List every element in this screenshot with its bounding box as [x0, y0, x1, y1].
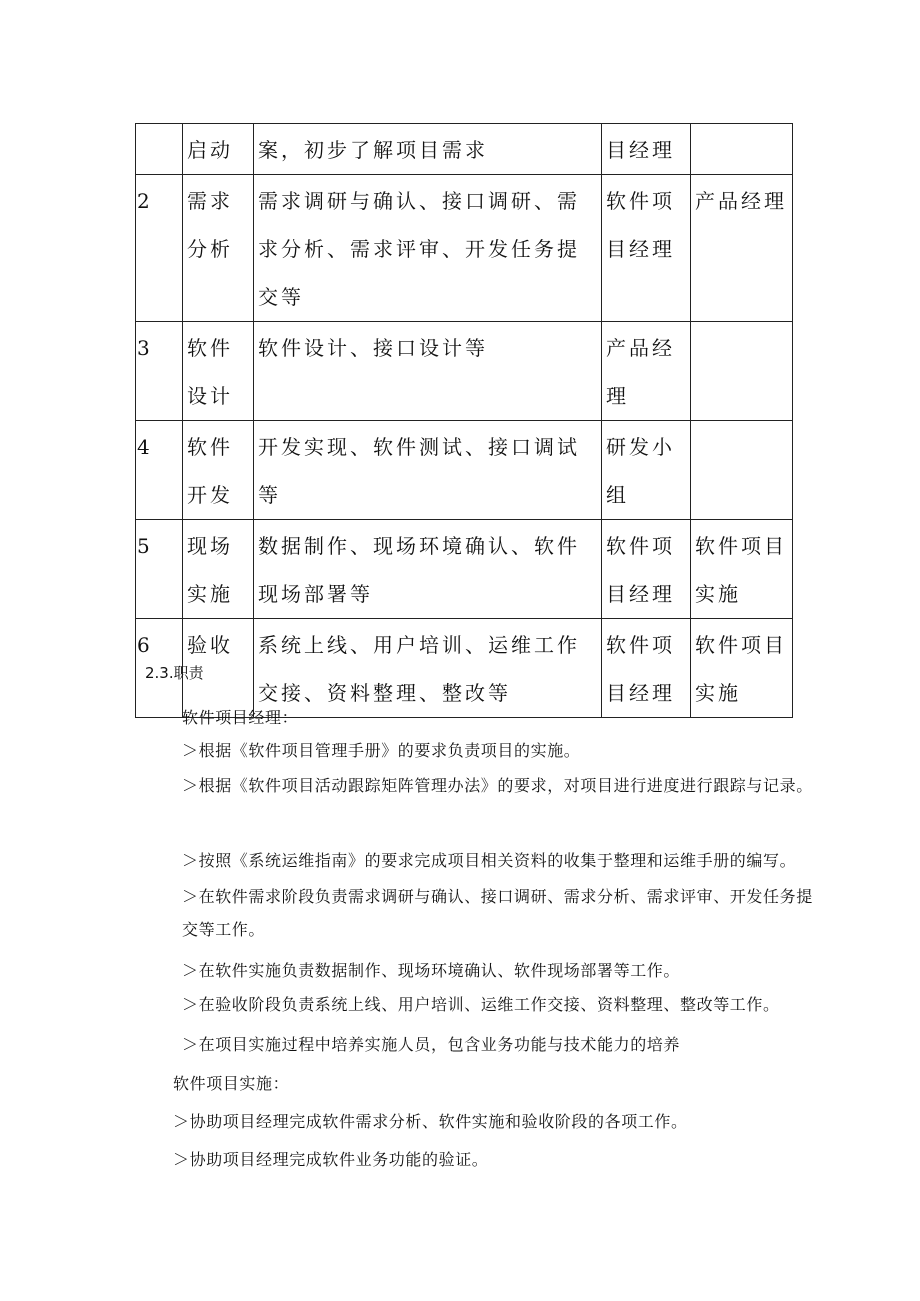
responsible-cell: 软件项目经理	[602, 175, 691, 322]
table-row	[136, 520, 793, 619]
content-cell: 案，初步了解项目需求	[254, 124, 602, 175]
stage-cell: 需求分析	[183, 175, 254, 322]
content-cell: 数据制作、现场环境确认、软件现场部署等	[254, 520, 602, 619]
table-row	[136, 421, 793, 520]
stage-cell: 现场实施	[183, 520, 254, 619]
pm-item: ＞根据《软件项目活动跟踪矩阵管理办法》的要求，对项目进行进度进行跟踪与记录。	[182, 776, 813, 795]
responsible-cell: 产品经理	[602, 322, 691, 421]
content-cell: 开发实现、软件测试、接口调试等	[254, 421, 602, 520]
assist-cell: 产品经理	[691, 175, 793, 322]
table-row	[136, 124, 793, 175]
responsible-cell: 目经理	[602, 124, 691, 175]
pm-item: ＞在软件实施负责数据制作、现场环境确认、软件现场部署等工作。	[182, 961, 681, 980]
responsible-cell: 研发小组	[602, 421, 691, 520]
responsible-cell: 软件项目经理	[602, 619, 691, 718]
assist-cell	[691, 124, 793, 175]
stage-cell: 启动	[183, 124, 254, 175]
pm-item: ＞根据《软件项目管理手册》的要求负责项目的实施。	[182, 741, 581, 760]
table-row	[136, 322, 793, 421]
assist-cell: 软件项目实施	[691, 520, 793, 619]
phase-table	[135, 123, 793, 718]
stage-cell: 软件设计	[183, 322, 254, 421]
stage-cell: 验收	[183, 619, 254, 718]
table-row	[136, 175, 793, 322]
pm-item: ＞按照《系统运维指南》的要求完成项目相关资料的收集于整理和运维手册的编写。	[182, 851, 797, 870]
impl-title: 软件项目实施：	[173, 1074, 290, 1093]
pm-item: ＞在软件需求阶段负责需求调研与确认、接口调研、需求分析、需求评审、开发任务提交等工作。	[182, 887, 813, 939]
section-heading: 2.3.职责	[145, 664, 204, 682]
pm-item: ＞在项目实施过程中培养实施人员，包含业务功能与技术能力的培养	[182, 1035, 681, 1054]
assist-cell	[691, 421, 793, 520]
row-number: 5	[136, 520, 183, 619]
row-number: 4	[136, 421, 183, 520]
pm-title: 软件项目经理：	[182, 708, 299, 727]
row-number: 6	[136, 619, 183, 718]
impl-item: ＞协助项目经理完成软件需求分析、软件实施和验收阶段的各项工作。	[173, 1112, 688, 1131]
pm-item: ＞在验收阶段负责系统上线、用户培训、运维工作交接、资料整理、整改等工作。	[182, 995, 780, 1014]
row-number: 3	[136, 322, 183, 421]
content-cell: 需求调研与确认、接口调研、需求分析、需求评审、开发任务提交等	[254, 175, 602, 322]
stage-cell: 软件开发	[183, 421, 254, 520]
assist-cell: 软件项目实施	[691, 619, 793, 718]
responsible-cell: 软件项目经理	[602, 520, 691, 619]
content-cell: 系统上线、用户培训、运维工作交接、资料整理、整改等	[254, 619, 602, 718]
row-number: 2	[136, 175, 183, 322]
assist-cell	[691, 322, 793, 421]
content-cell: 软件设计、接口设计等	[254, 322, 602, 421]
impl-item: ＞协助项目经理完成软件业务功能的验证。	[173, 1150, 489, 1169]
row-number	[136, 124, 183, 175]
table-row	[136, 619, 793, 718]
